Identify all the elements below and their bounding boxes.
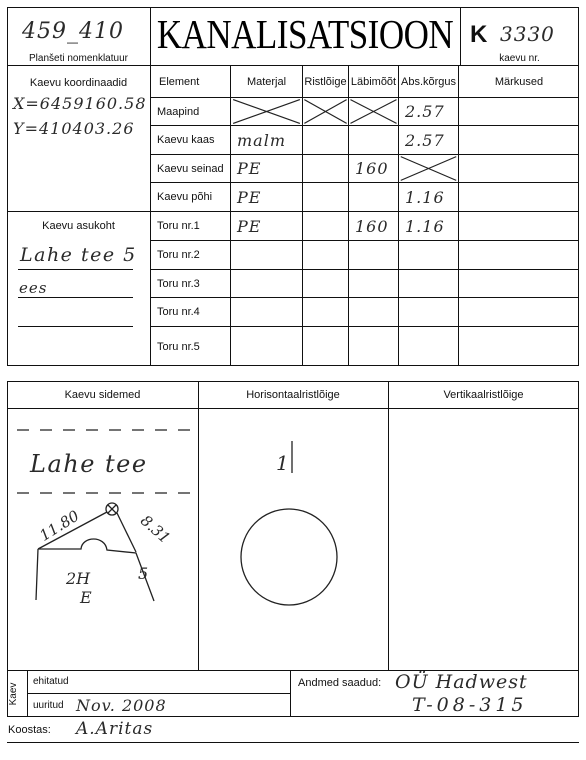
- handwritten-value: PE: [237, 187, 262, 207]
- cell-toru-nr-4-abs-korgus: [399, 298, 458, 326]
- row-label-kaevu-kaas: Kaevu kaas: [151, 126, 230, 154]
- location-underline: [18, 269, 133, 270]
- cell-toru-nr-4-ristloige: [303, 298, 348, 326]
- divider: [290, 670, 291, 717]
- handwritten-value: 1.16: [405, 216, 445, 236]
- cell-toru-nr-1-labimoot: [349, 212, 398, 240]
- cell-toru-nr-3-labimoot: [349, 270, 398, 297]
- well-number: 3330: [500, 22, 555, 46]
- cell-toru-nr-5-materjal: [231, 327, 302, 366]
- cell-toru-nr-3-markused: [459, 270, 579, 297]
- coordinate-y: Y=410403.26: [13, 119, 135, 138]
- well-number-label: kaevu nr.: [499, 53, 540, 64]
- row-label-toru-nr-1: Toru nr.1: [151, 212, 230, 240]
- building-outline: [36, 539, 154, 601]
- column-header-markused: Märkused: [459, 66, 579, 97]
- cell-toru-nr-5-labimoot: [349, 327, 398, 366]
- location-underline: [18, 297, 133, 298]
- building-number-left: 2H: [66, 569, 91, 588]
- sheet-number: 459_410: [22, 19, 124, 44]
- cell-toru-nr-1-ristloige: [303, 212, 348, 240]
- cell-kaevu-pohi-labimoot: [349, 183, 398, 211]
- cell-kaevu-seinad-ristloige: [303, 155, 348, 182]
- row-label-toru-nr-3: Toru nr.3: [151, 270, 230, 297]
- row-label-kaevu-pohi: Kaevu põhi: [151, 183, 230, 211]
- data-source-company: OÜ Hadwest: [395, 671, 528, 693]
- cell-maapind-abs-korgus: [399, 98, 458, 125]
- cell-kaevu-pohi-ristloige: [303, 183, 348, 211]
- cell-kaevu-pohi-markused: [459, 183, 579, 211]
- building-letter: E: [80, 588, 92, 607]
- cross-out-mark: [349, 98, 398, 125]
- cell-toru-nr-3-abs-korgus: [399, 270, 458, 297]
- cell-kaevu-seinad-labimoot: [349, 155, 398, 182]
- column-header-materjal: Materjal: [231, 66, 302, 97]
- row-label-toru-nr-2: Toru nr.2: [151, 241, 230, 269]
- cell-maapind-markused: [459, 98, 579, 125]
- data-source-label: Andmed saadud:: [298, 677, 382, 689]
- cell-toru-nr-3-ristloige: [303, 270, 348, 297]
- cell-toru-nr-3-materjal: [231, 270, 302, 297]
- element-table: [150, 65, 579, 366]
- handwritten-value: malm: [237, 130, 286, 150]
- row-label-toru-nr-4: Toru nr.4: [151, 298, 230, 326]
- column-header-element: Element: [151, 66, 230, 97]
- panel-header-connections: Kaevu sidemed: [64, 389, 141, 401]
- cell-toru-nr-4-labimoot: [349, 298, 398, 326]
- sketch-street-name: Lahe tee: [30, 450, 148, 478]
- cell-kaevu-pohi-materjal: [231, 183, 302, 211]
- sheet-label: Planšeti nomenklatuur: [29, 53, 128, 64]
- cell-kaevu-kaas-ristloige: [303, 126, 348, 154]
- row-label-toru-nr-5: Toru nr.5: [151, 327, 230, 366]
- manhole-circle: [241, 509, 337, 605]
- cell-toru-nr-1-materjal: [231, 212, 302, 240]
- distance-left-label: 11.80: [36, 506, 83, 545]
- pipe-number-label: 1: [276, 451, 289, 475]
- cell-kaevu-kaas-materjal: [231, 126, 302, 154]
- cross-out-mark: [399, 155, 458, 182]
- cell-kaevu-kaas-abs-korgus: [399, 126, 458, 154]
- measure-line-right: [117, 513, 136, 552]
- location-line-1: Lahe tee 5: [20, 244, 137, 266]
- handwritten-value: PE: [237, 216, 262, 236]
- cell-kaevu-kaas-markused: [459, 126, 579, 154]
- location-underline: [18, 326, 133, 327]
- cell-toru-nr-5-markused: [459, 327, 579, 366]
- cell-kaevu-pohi-abs-korgus: [399, 183, 458, 211]
- data-source-reference: T-08-315: [412, 694, 528, 716]
- divider: [7, 211, 150, 212]
- location-line-2: ees: [19, 279, 48, 297]
- surveyed-label: uuritud: [33, 700, 64, 711]
- handwritten-value: 1.16: [405, 187, 445, 207]
- compiled-by-label: Koostas:: [8, 724, 51, 736]
- coordinates-label: Kaevu koordinaadid: [29, 77, 128, 89]
- cell-toru-nr-2-markused: [459, 241, 579, 269]
- divider: [7, 742, 579, 743]
- page-title: KANALISATSIOON: [156, 11, 454, 58]
- cell-kaevu-kaas-labimoot: [349, 126, 398, 154]
- cell-kaevu-seinad-markused: [459, 155, 579, 182]
- column-header-ristloige: Ristlõige: [303, 66, 348, 97]
- panel-header-horizontal-section: Horisontaalristlõige: [246, 389, 340, 401]
- divider: [27, 693, 290, 694]
- horizontal-section-drawing: [199, 409, 387, 669]
- cell-maapind-ristloige: [303, 98, 348, 125]
- built-label: ehitatud: [33, 676, 69, 687]
- cell-maapind-labimoot: [349, 98, 398, 125]
- manhole-symbol-icon: [106, 503, 118, 515]
- cell-toru-nr-4-materjal: [231, 298, 302, 326]
- well-prefix: K: [470, 21, 488, 48]
- cell-kaevu-seinad-abs-korgus: [399, 155, 458, 182]
- handwritten-value: 160: [355, 159, 389, 178]
- location-label: Kaevu asukoht: [42, 220, 115, 232]
- compiled-by-name: A.Aritas: [76, 719, 154, 739]
- cell-toru-nr-5-ristloige: [303, 327, 348, 366]
- row-label-kaevu-seinad: Kaevu seinad: [151, 155, 230, 182]
- handwritten-value: 2.57: [405, 102, 445, 121]
- building-number-right: 5: [138, 564, 149, 583]
- cell-toru-nr-1-abs-korgus: [399, 212, 458, 240]
- coordinate-x: X=6459160.58: [13, 94, 147, 113]
- column-header-abs-korgus: Abs.kõrgus: [399, 66, 458, 97]
- cell-toru-nr-5-abs-korgus: [399, 327, 458, 366]
- surveyed-date: Nov. 2008: [76, 696, 167, 715]
- cross-out-mark: [303, 98, 348, 125]
- cross-out-mark: [231, 98, 302, 125]
- distance-right-label: 8.31: [136, 511, 174, 548]
- cell-toru-nr-2-ristloige: [303, 241, 348, 269]
- location-sketch: [8, 409, 197, 669]
- row-label-maapind: Maapind: [151, 98, 230, 125]
- handwritten-value: 2.57: [405, 130, 445, 150]
- cell-toru-nr-2-materjal: [231, 241, 302, 269]
- cell-kaevu-seinad-materjal: [231, 155, 302, 182]
- cell-toru-nr-4-markused: [459, 298, 579, 326]
- cell-maapind-materjal: [231, 98, 302, 125]
- divider: [388, 381, 389, 670]
- well-side-label: Kaev: [8, 682, 19, 706]
- handwritten-value: 160: [355, 216, 389, 236]
- handwritten-value: PE: [237, 159, 262, 178]
- cell-toru-nr-1-markused: [459, 212, 579, 240]
- cell-toru-nr-2-labimoot: [349, 241, 398, 269]
- cell-toru-nr-2-abs-korgus: [399, 241, 458, 269]
- column-header-labimoot: Läbimõõt: [349, 66, 398, 97]
- panel-header-vertical-section: Vertikaalristlõige: [443, 389, 524, 401]
